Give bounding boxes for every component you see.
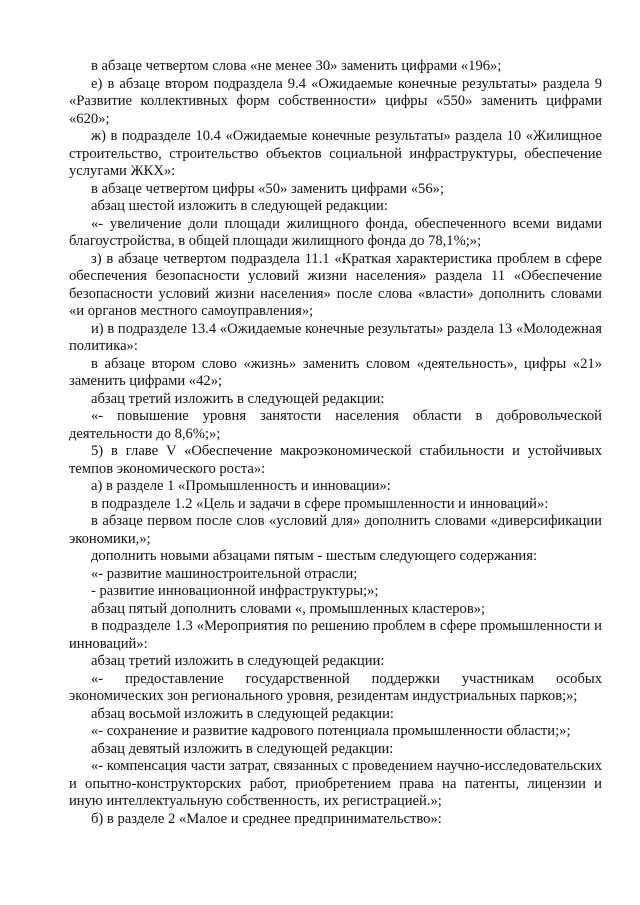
paragraph: а) в разделе 1 «Промышленность и инновации»: bbox=[91, 478, 391, 494]
paragraph: 5) в главе V «Обеспечение макроэкономической стабильности и устойчивых темпов экономического роста»: bbox=[69, 443, 602, 477]
paragraph: б) в разделе 2 «Малое и среднее предпринимательство»: bbox=[91, 810, 442, 827]
paragraph: в абзаце втором слово «жизнь» заменить словом «деятельность», цифры «21» заменить цифрами «42»; bbox=[69, 355, 602, 389]
paragraph: абзац третий изложить в следующей редакции: bbox=[91, 653, 385, 669]
paragraph: е) в абзаце втором подраздела 9.4 «Ожидаемые конечные результаты» раздела 9 «Развитие коллективных форм собственности» цифры «550» заменить цифрами «620»; bbox=[69, 75, 602, 127]
paragraph: абзац третий изложить в следующей редакции: bbox=[91, 390, 385, 407]
paragraph: «- сохранение и развитие кадрового потенциала промышленности области;»; bbox=[91, 723, 571, 739]
paragraph: в абзаце четвертом слова «не менее 30» заменить цифрами «196»; bbox=[91, 58, 502, 74]
paragraph: абзац шестой изложить в следующей редакции: bbox=[91, 198, 388, 214]
paragraph: в абзаце первом после слов «условий для» дополнить словами «диверсификации экономики,»; bbox=[69, 513, 602, 547]
paragraph: в абзаце четвертом цифры «50» заменить цифрами «56»; bbox=[91, 180, 444, 197]
paragraph: абзац девятый изложить в следующей редакции: bbox=[91, 740, 394, 757]
paragraph: дополнить новыми абзацами пятым - шестым следующего содержания: bbox=[91, 548, 538, 564]
paragraph: «- повышение уровня занятости населения области в добровольческой деятельности до 8,6%;»; bbox=[69, 408, 602, 442]
paragraph: в подразделе 1.2 «Цель и задачи в сфере промышленности и инноваций»: bbox=[91, 495, 549, 512]
document-body bbox=[69, 58, 602, 828]
paragraph: «- развитие машиностроительной отрасли; bbox=[91, 565, 358, 582]
paragraph: «- увеличение доли площади жилищного фонда, обеспеченного всеми видами благоустройства, в общей площади жилищного фонда до 78,1%;»; bbox=[69, 215, 602, 249]
paragraph: ж) в подразделе 10.4 «Ожидаемые конечные результаты» раздела 10 «Жилищное строительство, строительство объектов социальной инфраструктуры, обеспечение услугами ЖКХ»: bbox=[69, 128, 602, 179]
paragraph: «- предоставление государственной поддержки участникам особых экономических зон регионального уровня, резидентам индустриальных парков;»; bbox=[69, 670, 602, 704]
paragraph: абзац пятый дополнить словами «, промышленных кластеров»; bbox=[91, 600, 486, 617]
paragraph: и) в подразделе 13.4 «Ожидаемые конечные результаты» раздела 13 «Молодежная политика»: bbox=[69, 320, 602, 354]
paragraph: абзац восьмой изложить в следующей редакции: bbox=[91, 705, 394, 722]
paragraph: в подразделе 1.3 «Мероприятия по решению проблем в сфере промышленности и инноваций»: bbox=[69, 618, 602, 652]
paragraph: з) в абзаце четвертом подраздела 11.1 «Краткая характеристика проблем в сфере обеспечения безопасности условий жизни населения» раздела 11 «Обеспечение безопасности условий жизни населения» после слова «власти» дополнить словами «и органов местного самоуправления»; bbox=[69, 250, 602, 319]
paragraph: - развитие инновационной инфраструктуры;»; bbox=[91, 583, 379, 599]
paragraph: «- компенсация части затрат, связанных с проведением научно-исследовательских и опытно-конструкторских работ, приобретением права на патенты, лицензии и иную интеллектуальную собственность, их регистрацией.»; bbox=[69, 758, 602, 809]
